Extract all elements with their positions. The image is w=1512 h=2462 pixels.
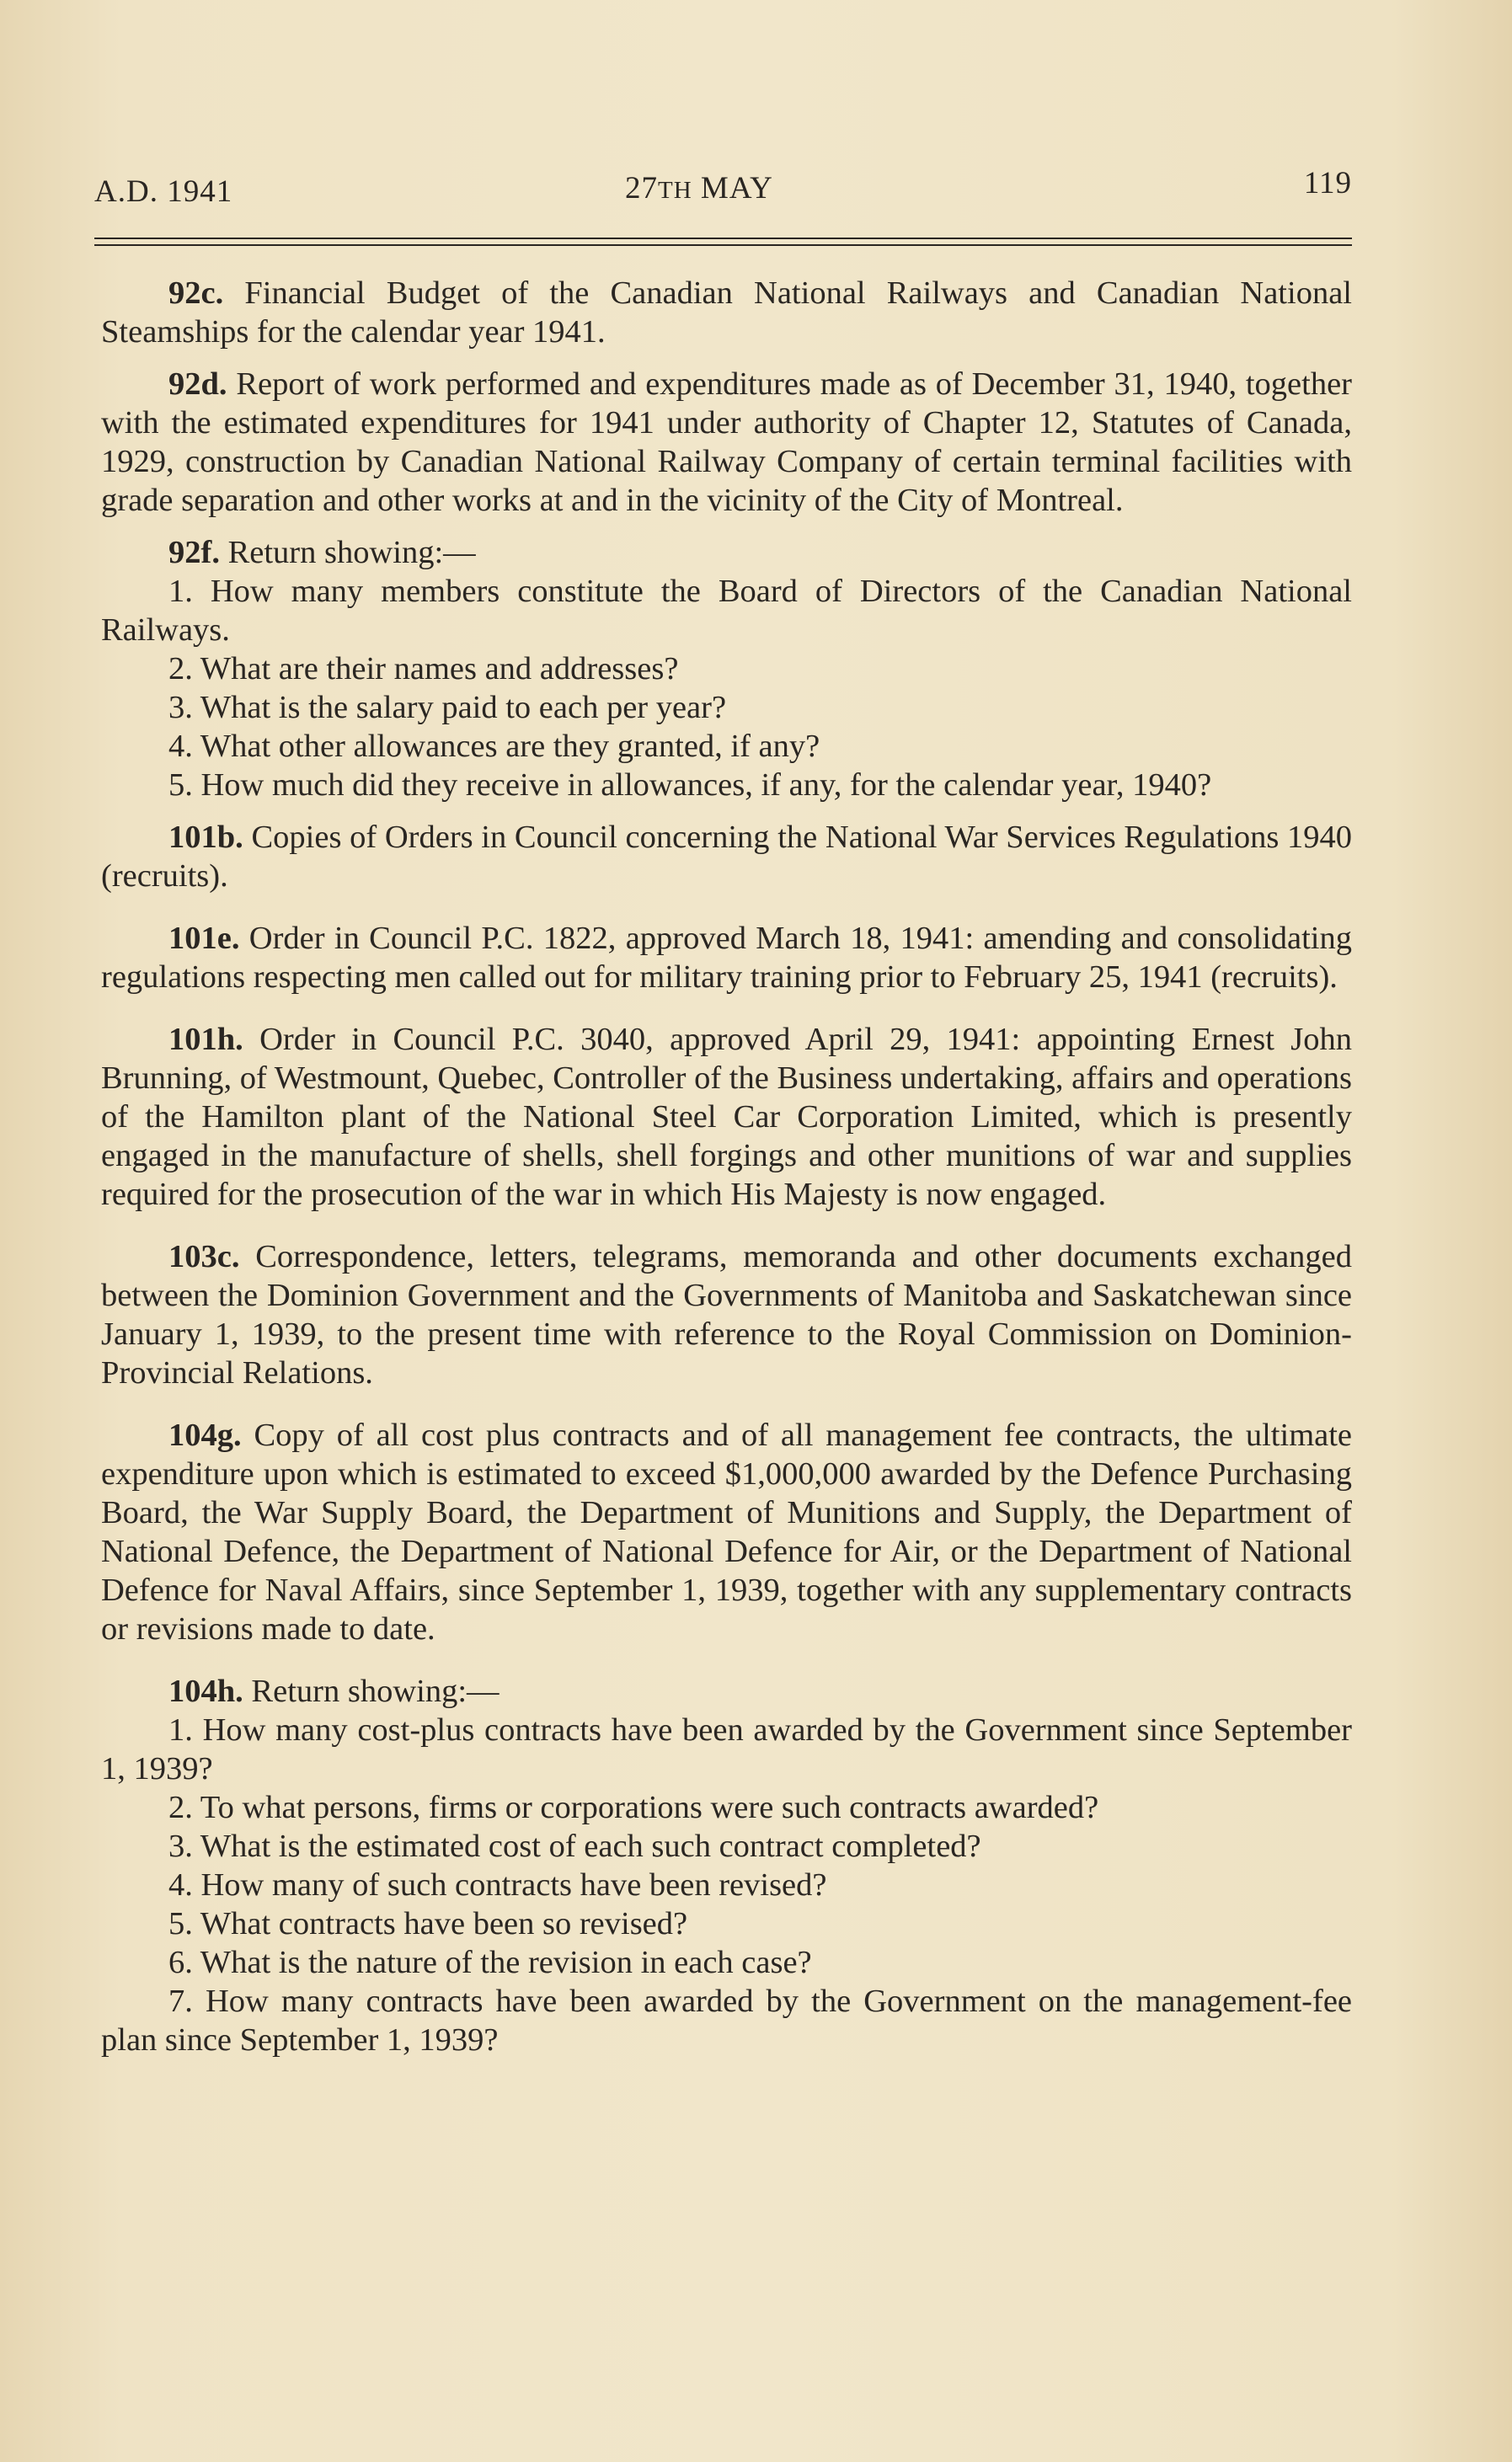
question-item: 1. How many members constitute the Board of Directors of the Canadian National Railways.: [101, 574, 1352, 648]
question-item: 5. What contracts have been so revised?: [168, 1906, 688, 1941]
paper-item-text: [101, 818, 1352, 895]
header-month: MAY: [700, 171, 773, 206]
question-item: 7. How many contracts have been awarded by the Government on the management-fee plan since September 1, 1939?: [101, 1984, 1352, 2058]
paper-item-text: [101, 533, 1352, 572]
paper-number: 103c.: [168, 1239, 240, 1274]
paper-description: Copies of Orders in Council concerning the National War Services Regulations 1940 (recruits).: [101, 820, 1353, 894]
paper-item-text: [101, 919, 1352, 996]
paper-number: 92d.: [168, 366, 227, 402]
header-rule-secondary: [94, 244, 1352, 246]
question-item: 2. To what persons, firms or corporations were such contracts awarded?: [168, 1790, 1099, 1825]
paper-item-text: [101, 1020, 1352, 1214]
question-item: 3. What is the salary paid to each per year?: [168, 690, 727, 725]
paper-item-text: [101, 274, 1352, 351]
running-header: [94, 165, 1352, 216]
paper-item-text: [101, 365, 1352, 520]
paper-description: Order in Council P.C. 1822, approved March 18, 1941: amending and consolidating regulations respecting men called out for military training prior to February 25, 1941 (recruits).: [101, 921, 1353, 995]
paper-item: [101, 818, 1352, 895]
header-day-suffix: TH: [658, 177, 692, 204]
paper-description: Correspondence, letters, telegrams, memoranda and other documents exchanged between the Dominion Government and the Governments of Manitoba and Saskatchewan since January 1, 1939, to the present time with reference to the Royal Commission on Dominion-Provincial Relations.: [101, 1239, 1352, 1391]
paper-number: 92f.: [168, 535, 220, 570]
paper-item: [101, 1672, 1352, 2059]
paper-item-text: [101, 1672, 1352, 1711]
paper-description: Return showing:—: [251, 1674, 500, 1709]
question-item: 3. What is the estimated cost of each such contract completed?: [168, 1829, 981, 1864]
paper-item: [101, 1416, 1352, 1648]
paper-description: Copy of all cost plus contracts and of all management fee contracts, the ultimate expenditure upon which is estimated to exceed $1,000,000 awarded by the Defence Purchasing Board, the War Supply Board, the Department of Munitions and Supply, the Department of National Defence, the Department of National Defence for Air, or the Department of National Defence for Naval Affairs, since September 1, 1939, together with any supplementary contracts or revisions made to date.: [101, 1418, 1353, 1647]
paper-item-text: [101, 1237, 1352, 1392]
paper-description: Order in Council P.C. 3040, approved April 29, 1941: appointing Ernest John Brunning, of Westmount, Quebec, Controller of the Business undertaking, affairs and operations of the Hamilton plant of the National Steel Car Corporation Limited, which is presently engaged in the manufacture of shells, shell forgings and other munitions of war and supplies required for the prosecution of the war in which His Majesty is now engaged.: [101, 1022, 1352, 1212]
paper-item: [101, 1020, 1352, 1214]
question-item: 5. How much did they receive in allowances, if any, for the calendar year, 1940?: [168, 767, 1212, 803]
page-number: 119: [1303, 166, 1352, 200]
header-day: 27: [625, 171, 658, 206]
paper-number: 104h.: [168, 1674, 243, 1709]
question-item: 2. What are their names and addresses?: [168, 651, 679, 686]
paper-item: [101, 274, 1352, 351]
question-item: 6. What is the nature of the revision in each case?: [168, 1945, 812, 1980]
paper-item: [101, 533, 1352, 804]
paper-item: [101, 919, 1352, 996]
question-item: 1. How many cost-plus contracts have been awarded by the Government since September 1, 1939?: [101, 1712, 1352, 1786]
header-year: A.D. 1941: [94, 174, 233, 209]
paper-item: [101, 365, 1352, 520]
paper-item: [101, 1237, 1352, 1392]
paper-number: 101b.: [168, 820, 243, 855]
paper-number: 104g.: [168, 1418, 242, 1453]
sessional-papers-list: [101, 274, 1352, 2083]
paper-number: 101e.: [168, 921, 240, 956]
paper-description: Return showing:—: [227, 535, 476, 570]
header-rule: [94, 238, 1352, 239]
paper-item-text: [101, 1416, 1352, 1648]
header-date: [625, 170, 773, 206]
question-item: 4. How many of such contracts have been revised?: [168, 1867, 827, 1903]
question-item: 4. What other allowances are they granted, if any?: [168, 729, 820, 764]
paper-description: Financial Budget of the Canadian National Railways and Canadian National Steamships for the calendar year 1941.: [101, 275, 1352, 350]
paper-number: 92c.: [168, 275, 224, 311]
paper-number: 101h.: [168, 1022, 243, 1057]
paper-description: Report of work performed and expenditures made as of December 31, 1940, together with the estimated expenditures for 1941 under authority of Chapter 12, Statutes of Canada, 1929, construction by Canadian National Railway Company of certain terminal facilities with grade separation and other works at and in the vicinity of the City of Montreal.: [101, 366, 1352, 518]
